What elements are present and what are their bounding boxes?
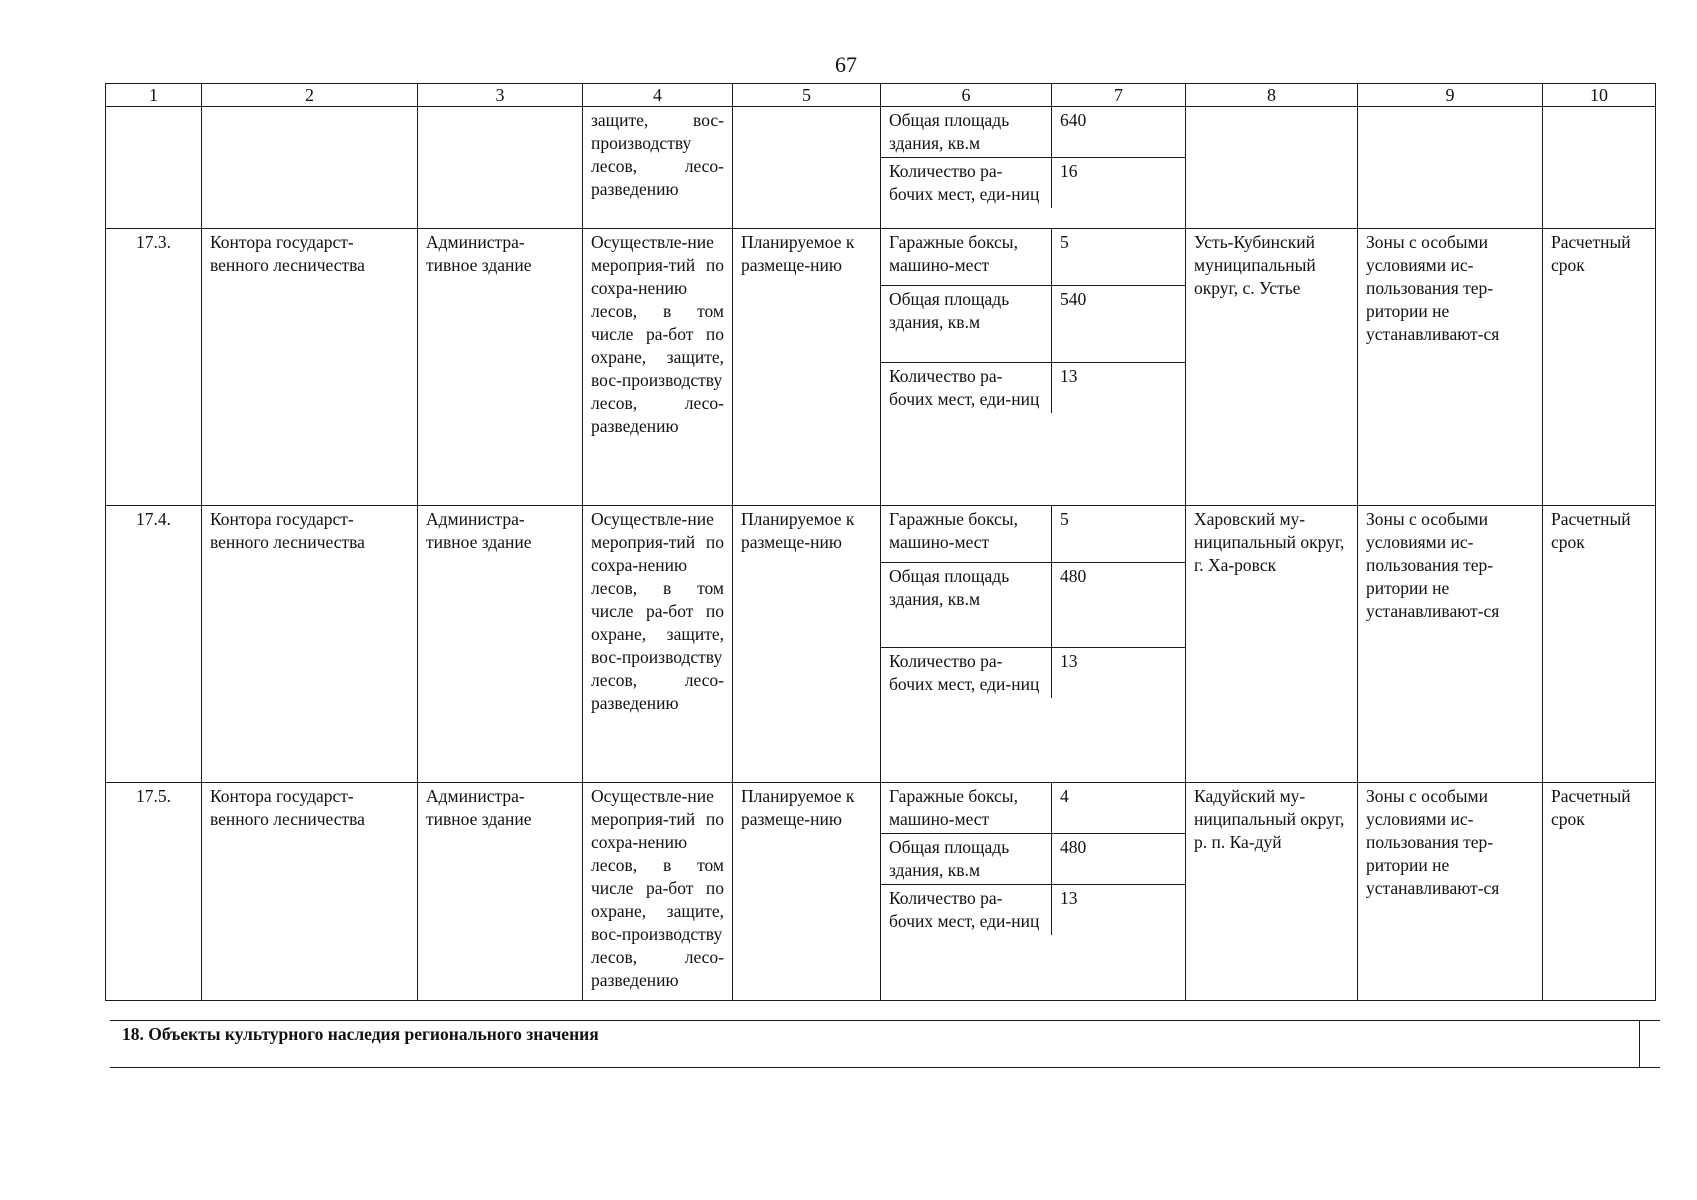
- object-type: Администра-тивное здание: [418, 783, 583, 1001]
- indicator-value: 480: [1051, 563, 1185, 648]
- object-status: Планируемое к размеще-нию: [733, 229, 881, 506]
- object-indicators: [881, 107, 1186, 229]
- objects-table: [105, 83, 1656, 1001]
- indicator-label: Общая площадь здания, кв.м: [881, 834, 1051, 885]
- column-number: 6: [961, 85, 971, 105]
- indicator-value: 13: [1051, 885, 1185, 935]
- object-status: Планируемое к размеще-нию: [733, 506, 881, 783]
- object-zones: Зоны с особыми условиями ис-пользования тер-ритории не устанавливают-ся: [1358, 506, 1543, 783]
- object-name: [202, 107, 418, 229]
- table-row: [106, 229, 1656, 506]
- page-number: 67: [835, 52, 857, 77]
- row-number: 17.4.: [106, 506, 202, 783]
- indicator-label: Гаражные боксы, машино-мест: [881, 783, 1051, 834]
- column-number: 4: [583, 84, 733, 107]
- object-purpose: Осуществле-ние мероприя-тий по сохра-нению лесов, в том числе ра-бот по охране, защите, вос-производству лесов, лесо-разведению: [583, 783, 733, 1001]
- column-number-row: [106, 84, 1656, 107]
- object-name: Контора государст-венного лесничества: [202, 506, 418, 783]
- column-number: 7: [1051, 84, 1185, 106]
- object-name: Контора государст-венного лесничества: [202, 783, 418, 1001]
- row-number: [106, 107, 202, 229]
- column-number: 9: [1358, 84, 1543, 107]
- column-number: 3: [418, 84, 583, 107]
- indicator-value: 640: [1051, 107, 1185, 158]
- column-number: 1: [106, 84, 202, 107]
- object-type: Администра-тивное здание: [418, 506, 583, 783]
- column-number: 10: [1543, 84, 1656, 107]
- indicator-label: Гаражные боксы, машино-мест: [881, 229, 1051, 286]
- object-term: Расчетный срок: [1543, 506, 1656, 783]
- indicator-value: 13: [1051, 363, 1185, 413]
- object-zones: Зоны с особыми условиями ис-пользования тер-ритории не устанавливают-ся: [1358, 783, 1543, 1001]
- object-indicators: [881, 229, 1186, 506]
- indicator-value: 16: [1051, 158, 1185, 208]
- indicator-value: 4: [1051, 783, 1185, 834]
- row-number: 17.5.: [106, 783, 202, 1001]
- indicator-label: Общая площадь здания, кв.м: [881, 107, 1051, 158]
- section-heading: 18. Объекты культурного наследия регионального значения: [122, 1024, 599, 1044]
- object-type: Администра-тивное здание: [418, 229, 583, 506]
- object-term: Расчетный срок: [1543, 229, 1656, 506]
- indicator-label: Общая площадь здания, кв.м: [881, 286, 1051, 363]
- table-row: [106, 107, 1656, 229]
- indicator-label: Количество ра-бочих мест, еди-ниц: [889, 651, 1040, 694]
- indicator-label: Количество ра-бочих мест, еди-ниц: [889, 161, 1040, 204]
- object-term: [1543, 107, 1656, 229]
- object-location: Харовский му-ниципальный округ, г. Ха-ровск: [1186, 506, 1358, 783]
- indicator-value: 13: [1051, 648, 1185, 698]
- column-number: 2: [202, 84, 418, 107]
- indicator-label: Количество ра-бочих мест, еди-ниц: [889, 888, 1040, 931]
- indicator-value: 5: [1051, 229, 1185, 286]
- indicator-label: Количество ра-бочих мест, еди-ниц: [889, 366, 1040, 409]
- object-name: Контора государст-венного лесничества: [202, 229, 418, 506]
- object-status: [733, 107, 881, 229]
- object-indicators: [881, 506, 1186, 783]
- indicator-label: Гаражные боксы, машино-мест: [881, 506, 1051, 563]
- column-number: 8: [1186, 84, 1358, 107]
- object-type: [418, 107, 583, 229]
- object-term: Расчетный срок: [1543, 783, 1656, 1001]
- object-status: Планируемое к размеще-нию: [733, 783, 881, 1001]
- object-purpose: Осуществле-ние мероприя-тий по сохра-нению лесов, в том числе ра-бот по охране, защите, вос-производству лесов, лесо-разведению: [583, 229, 733, 506]
- table-row: [106, 506, 1656, 783]
- object-location: [1186, 107, 1358, 229]
- table-border: [1639, 1021, 1640, 1067]
- column-number: 5: [733, 84, 881, 107]
- object-zones: Зоны с особыми условиями ис-пользования тер-ритории не устанавливают-ся: [1358, 229, 1543, 506]
- row-number: 17.3.: [106, 229, 202, 506]
- indicator-value: 540: [1051, 286, 1185, 363]
- object-location: Кадуйский му-ниципальный округ, р. п. Ка-дуй: [1186, 783, 1358, 1001]
- table-row: [106, 783, 1656, 1001]
- indicator-value: 5: [1051, 506, 1185, 563]
- object-zones: [1358, 107, 1543, 229]
- object-location: Усть-Кубинский муниципальный округ, с. Устье: [1186, 229, 1358, 506]
- object-purpose: Осуществле-ние мероприя-тий по сохра-нению лесов, в том числе ра-бот по охране, защите, вос-производству лесов, лесо-разведению: [583, 506, 733, 783]
- indicator-value: 480: [1051, 834, 1185, 885]
- section-heading-row: [110, 1020, 1660, 1068]
- object-purpose: защите, вос-производству лесов, лесо-разведению: [583, 107, 733, 229]
- indicator-label: Общая площадь здания, кв.м: [881, 563, 1051, 648]
- object-indicators: [881, 783, 1186, 1001]
- column-number-6-7: [881, 84, 1186, 107]
